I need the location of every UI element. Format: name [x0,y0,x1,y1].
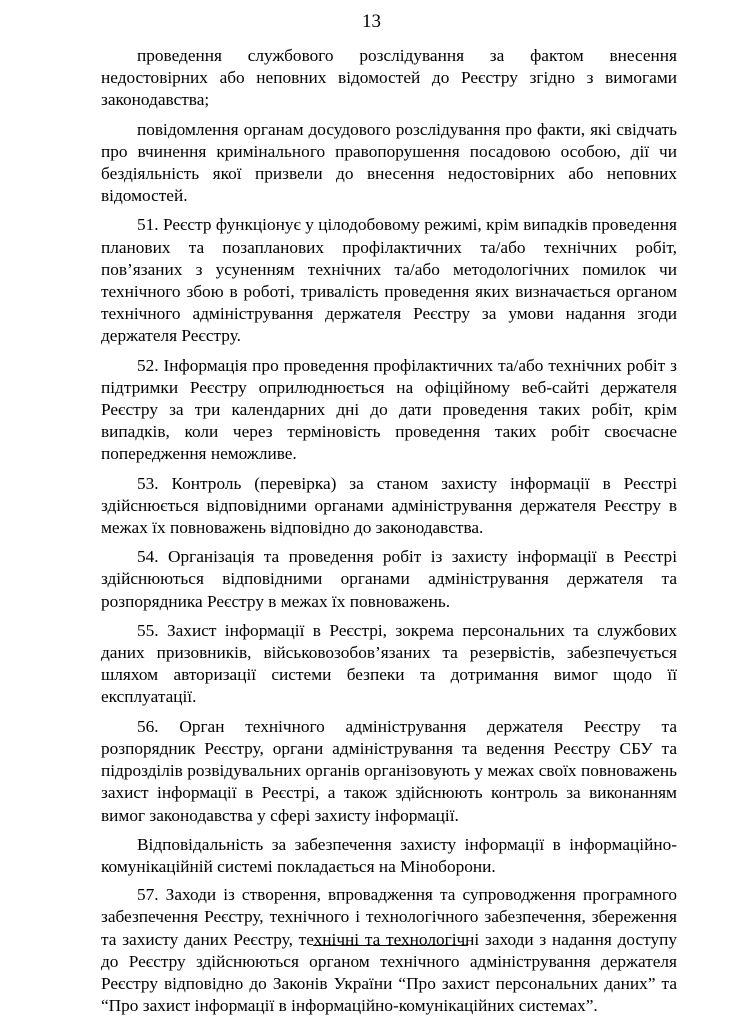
closing-rule [313,945,468,946]
paragraph-responsibility: Відповідальність за забезпечення захисту інформації в інформаційно-комунікаційній системі покладається на Міноборони. [101,834,677,876]
paragraph-57: 57. Заходи із створення, впровадження та супроводження програмного забезпечення Реєстру, технічного і технологічного забезпечення, збереження та захисту даних Реєстру, технічні та технологічні заходи з надання доступу до Реєстру здійснюються органом технічного адміністрування держателя Реєстру відповідно до Законів України “Про захист персональних даних” та “Про захист інформації в інформаційно-комунікаційних системах”. [101,885,677,1016]
paragraph-56: 56. Орган технічного адміністрування держателя Реєстру та розпорядник Реєстру, органи адміністрування та ведення Реєстру СБУ та підрозділів розвідувальних органів організовують у межах своїх повноважень захист інформації в Реєстрі, а також здійснюють контроль за виконанням вимог законодавства у сфері захисту інформації. [101,716,677,825]
paragraph-52: 52. Інформація про проведення профілактичних та/або технічних робіт з підтримки Реєстру оприлюднюється на офіційному веб-сайті держателя Реєстру за три календарних дні до дати проведення таких робіт, крім випадків, коли через терміновість проведення таких робіт своєчасне попередження неможливе. [101,355,677,464]
paragraph-investigation: проведення службового розслідування за фактом внесення недостовірних або неповних відомостей до Реєстру згідно з вимогами законодавства; [101,46,677,110]
paragraph-53: 53. Контроль (перевірка) за станом захисту інформації в Реєстрі здійснюється відповідними органами адміністрування держателя Реєстру в межах їх повноважень відповідно до законодавства. [101,473,677,538]
paragraph-notification: повідомлення органам досудового розслідування про факти, які свідчать про вчинення кримінального правопорушення посадовою особою, дії чи бездіяльність якої призвели до внесення недостовірних або неповних відомостей. [101,119,677,206]
paragraph-55: 55. Захист інформації в Реєстрі, зокрема персональних та службових даних призовників, військовозобов’язаних та резервістів, забезпечується шляхом авторизації системи безпеки та дотримання вимог щодо її експлуатації. [101,620,677,707]
page-number: 13 [362,11,381,32]
paragraph-54: 54. Організація та проведення робіт із захисту інформації в Реєстрі здійснюються відповідними органами адміністрування держателя та розпорядника Реєстру в межах їх повноважень. [101,547,677,611]
document-body [101,45,677,1024]
paragraph-51: 51. Реєстр функціонує у цілодобовому режимі, крім випадків проведення планових та позапланових профілактичних та/або технічних робіт, пов’язаних з усуненням технічних та/або методологічних помилок чи технічного збою в роботі, тривалість проведення яких визначається органом технічного адміністрування держателя Реєстру за умови надання згоди держателя Реєстру. [101,215,677,346]
